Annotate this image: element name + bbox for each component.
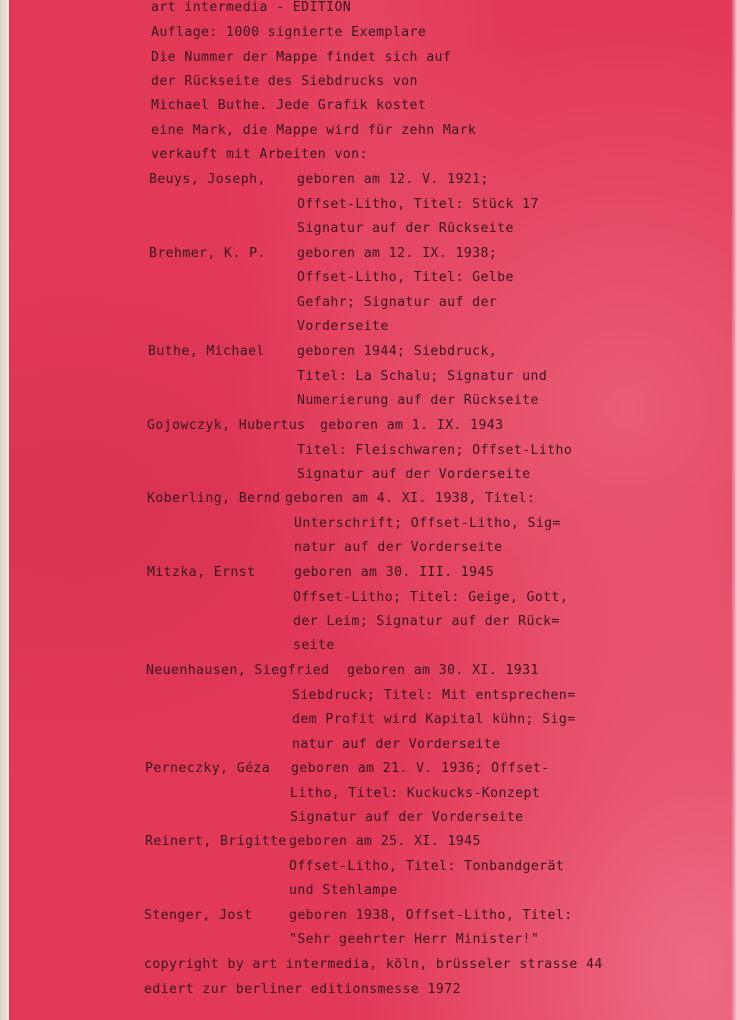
artist-name: Buthe, Michael [148,344,265,359]
artist-detail: Numerierung auf der Rückseite [297,393,539,408]
artist-detail: Gefahr; Signatur auf der [297,295,498,310]
artist-name: Gojowczyk, Hubertus [147,418,306,433]
intro-line: eine Mark, die Mappe wird für zehn Mark [151,123,477,138]
artist-detail: der Leim; Signatur auf der Rück= [293,614,560,629]
artist-detail: Offset-Litho; Titel: Geige, Gott, [293,590,569,605]
intro-line: Die Nummer der Mappe findet sich auf [151,50,452,65]
artist-detail: natur auf der Vorderseite [292,737,501,752]
artist-name: Reinert, Brigitte [145,834,287,849]
artist-detail: Signatur auf der Vorderseite [290,810,524,825]
copyright-line: copyright by art intermedia, köln, brüsseler strasse 44 [144,957,603,972]
artist-detail: Titel: Fleischwaren; Offset-Litho [297,443,573,458]
edition-title: art intermedia - EDITION [151,0,352,15]
artist-name: Neuenhausen, Siegfried [146,663,330,678]
intro-line: verkauft mit Arbeiten von: [151,147,368,162]
artist-detail: Signatur auf der Rückseite [297,221,514,236]
artist-detail: Offset-Litho, Titel: Gelbe [297,270,514,285]
artist-birth: geboren 1944; Siebdruck, [297,344,498,359]
edition-run-size: Auflage: 1000 signierte Exemplare [151,25,427,40]
artist-name: Beuys, Joseph, [149,172,266,187]
artist-name: Perneczky, Géza [145,761,271,776]
edition-fair-line: ediert zur berliner editionsmesse 1972 [144,982,461,997]
artist-birth: geboren am 30. XI. 1931 [347,663,539,678]
artist-birth: geboren am 12. V. 1921; [297,172,489,187]
artist-birth: geboren 1938, Offset-Litho, Titel: [289,908,573,923]
artist-detail: Offset-Litho, Titel: Tonbandgerät [289,859,565,874]
artist-birth: geboren am 1. IX. 1943 [320,418,504,433]
artist-detail: seite [293,638,335,653]
artist-birth: geboren am 4. XI. 1938, Titel: [285,491,536,506]
artist-detail: natur auf der Vorderseite [294,540,503,555]
artist-detail: Offset-Litho, Titel: Stück 17 [297,197,539,212]
artist-detail: Vorderseite [297,319,389,334]
artist-birth: geboren am 21. V. 1936; Offset- [291,761,550,776]
artist-birth: geboren am 25. XI. 1945 [289,834,481,849]
artist-detail: Litho, Titel: Kuckucks-Konzept [290,786,541,801]
artist-detail: Unterschrift; Offset-Litho, Sig= [294,516,561,531]
artist-name: Mitzka, Ernst [147,565,256,580]
artist-birth: geboren am 12. IX. 1938; [297,246,498,261]
artist-detail: und Stehlampe [289,883,398,898]
artist-detail: dem Profit wird Kapital kühn; Sig= [292,712,576,727]
artist-detail: Signatur auf der Vorderseite [297,467,531,482]
artist-detail: Titel: La Schalu; Signatur und [297,369,548,384]
artist-name: Koberling, Bernd [147,491,281,506]
artist-birth: geboren am 30. III. 1945 [294,565,495,580]
artist-detail: "Sehr geehrter Herr Minister!" [289,932,540,947]
intro-line: der Rückseite des Siebdrucks von [151,74,418,89]
artist-name: Brehmer, K. P. [149,246,266,261]
intro-line: Michael Buthe. Jede Grafik kostet [151,98,427,113]
artist-detail: Siebdruck; Titel: Mit entsprechen= [292,688,576,703]
artist-name: Stenger, Jost [144,908,253,923]
